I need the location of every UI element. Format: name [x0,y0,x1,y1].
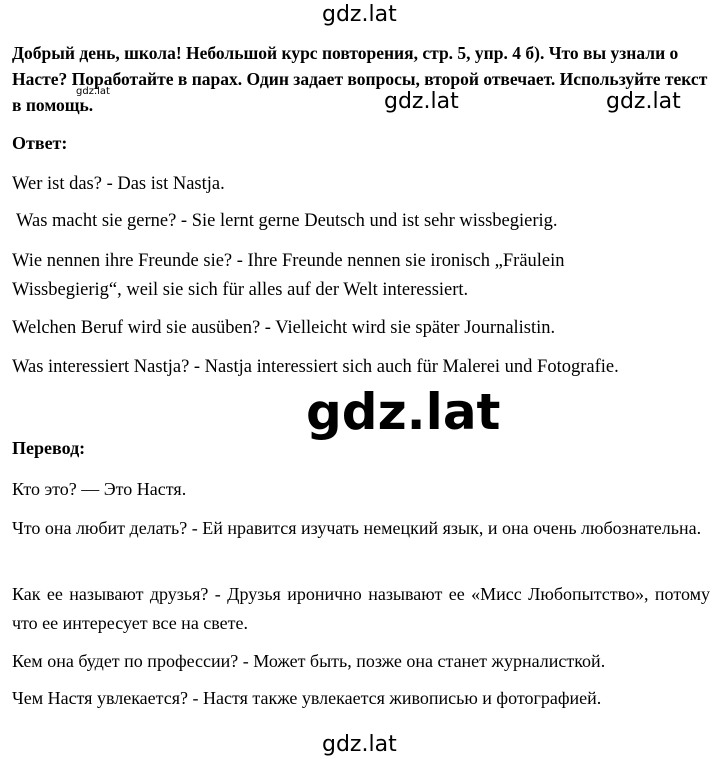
watermark-bottom: gdz.lat [322,732,397,757]
answer-line-2: Was macht sie gerne? - Sie lernt gerne Deutsch und ist sehr wissbegierig. [16,211,558,231]
answer-line-1: Wer ist das? - Das ist Nastja. [12,174,225,194]
translation-line-3: Как ее называют друзья? - Друзья иронично называют ее «Мисс Любопытство», потому что ее интересует все на свете. [12,584,710,633]
answer-line-5: Was interessiert Nastja? - Nastja interessiert sich auch für Malerei und Fotografie. [12,357,619,377]
watermark-top: gdz.lat [322,2,397,27]
translation-line-4: Кем она будет по профессии? - Может быть, позже она станет журналисткой. [12,651,606,671]
translation-line-5: Чем Настя увлекается? - Настя также увлекается живописью и фотографией. [12,688,602,708]
translation-line-1: Кто это? — Это Настя. [12,479,187,499]
watermark-mid-right: gdz.lat [606,89,681,114]
watermark-big: gdz.lat [306,383,501,441]
watermark-small: gdz.lat [76,86,110,97]
answer-heading: Ответ: [12,133,68,153]
task-text: Добрый день, школа! Небольшой курс повторения, стр. 5, упр. 4 б). Что вы узнали о Насте? Поработайте в парах. Один задает вопросы, второй отвечает. Используйте текст в помощь. [12,43,708,115]
answer-line-3: Wie nennen ihre Freunde sie? - Ihre Freunde nennen sie ironisch „Fräulein Wissbegierig“, weil sie sich für alles auf der Welt interessiert. [12,251,565,300]
translation-heading: Перевод: [12,438,86,458]
answer-line-4: Welchen Beruf wird sie ausüben? - Vielleicht wird sie später Journalistin. [12,318,556,338]
translation-line-2: Что она любит делать? - Ей нравится изучать немецкий язык, и она очень любознательна. [12,518,702,538]
watermark-mid-left: gdz.lat [384,89,459,114]
